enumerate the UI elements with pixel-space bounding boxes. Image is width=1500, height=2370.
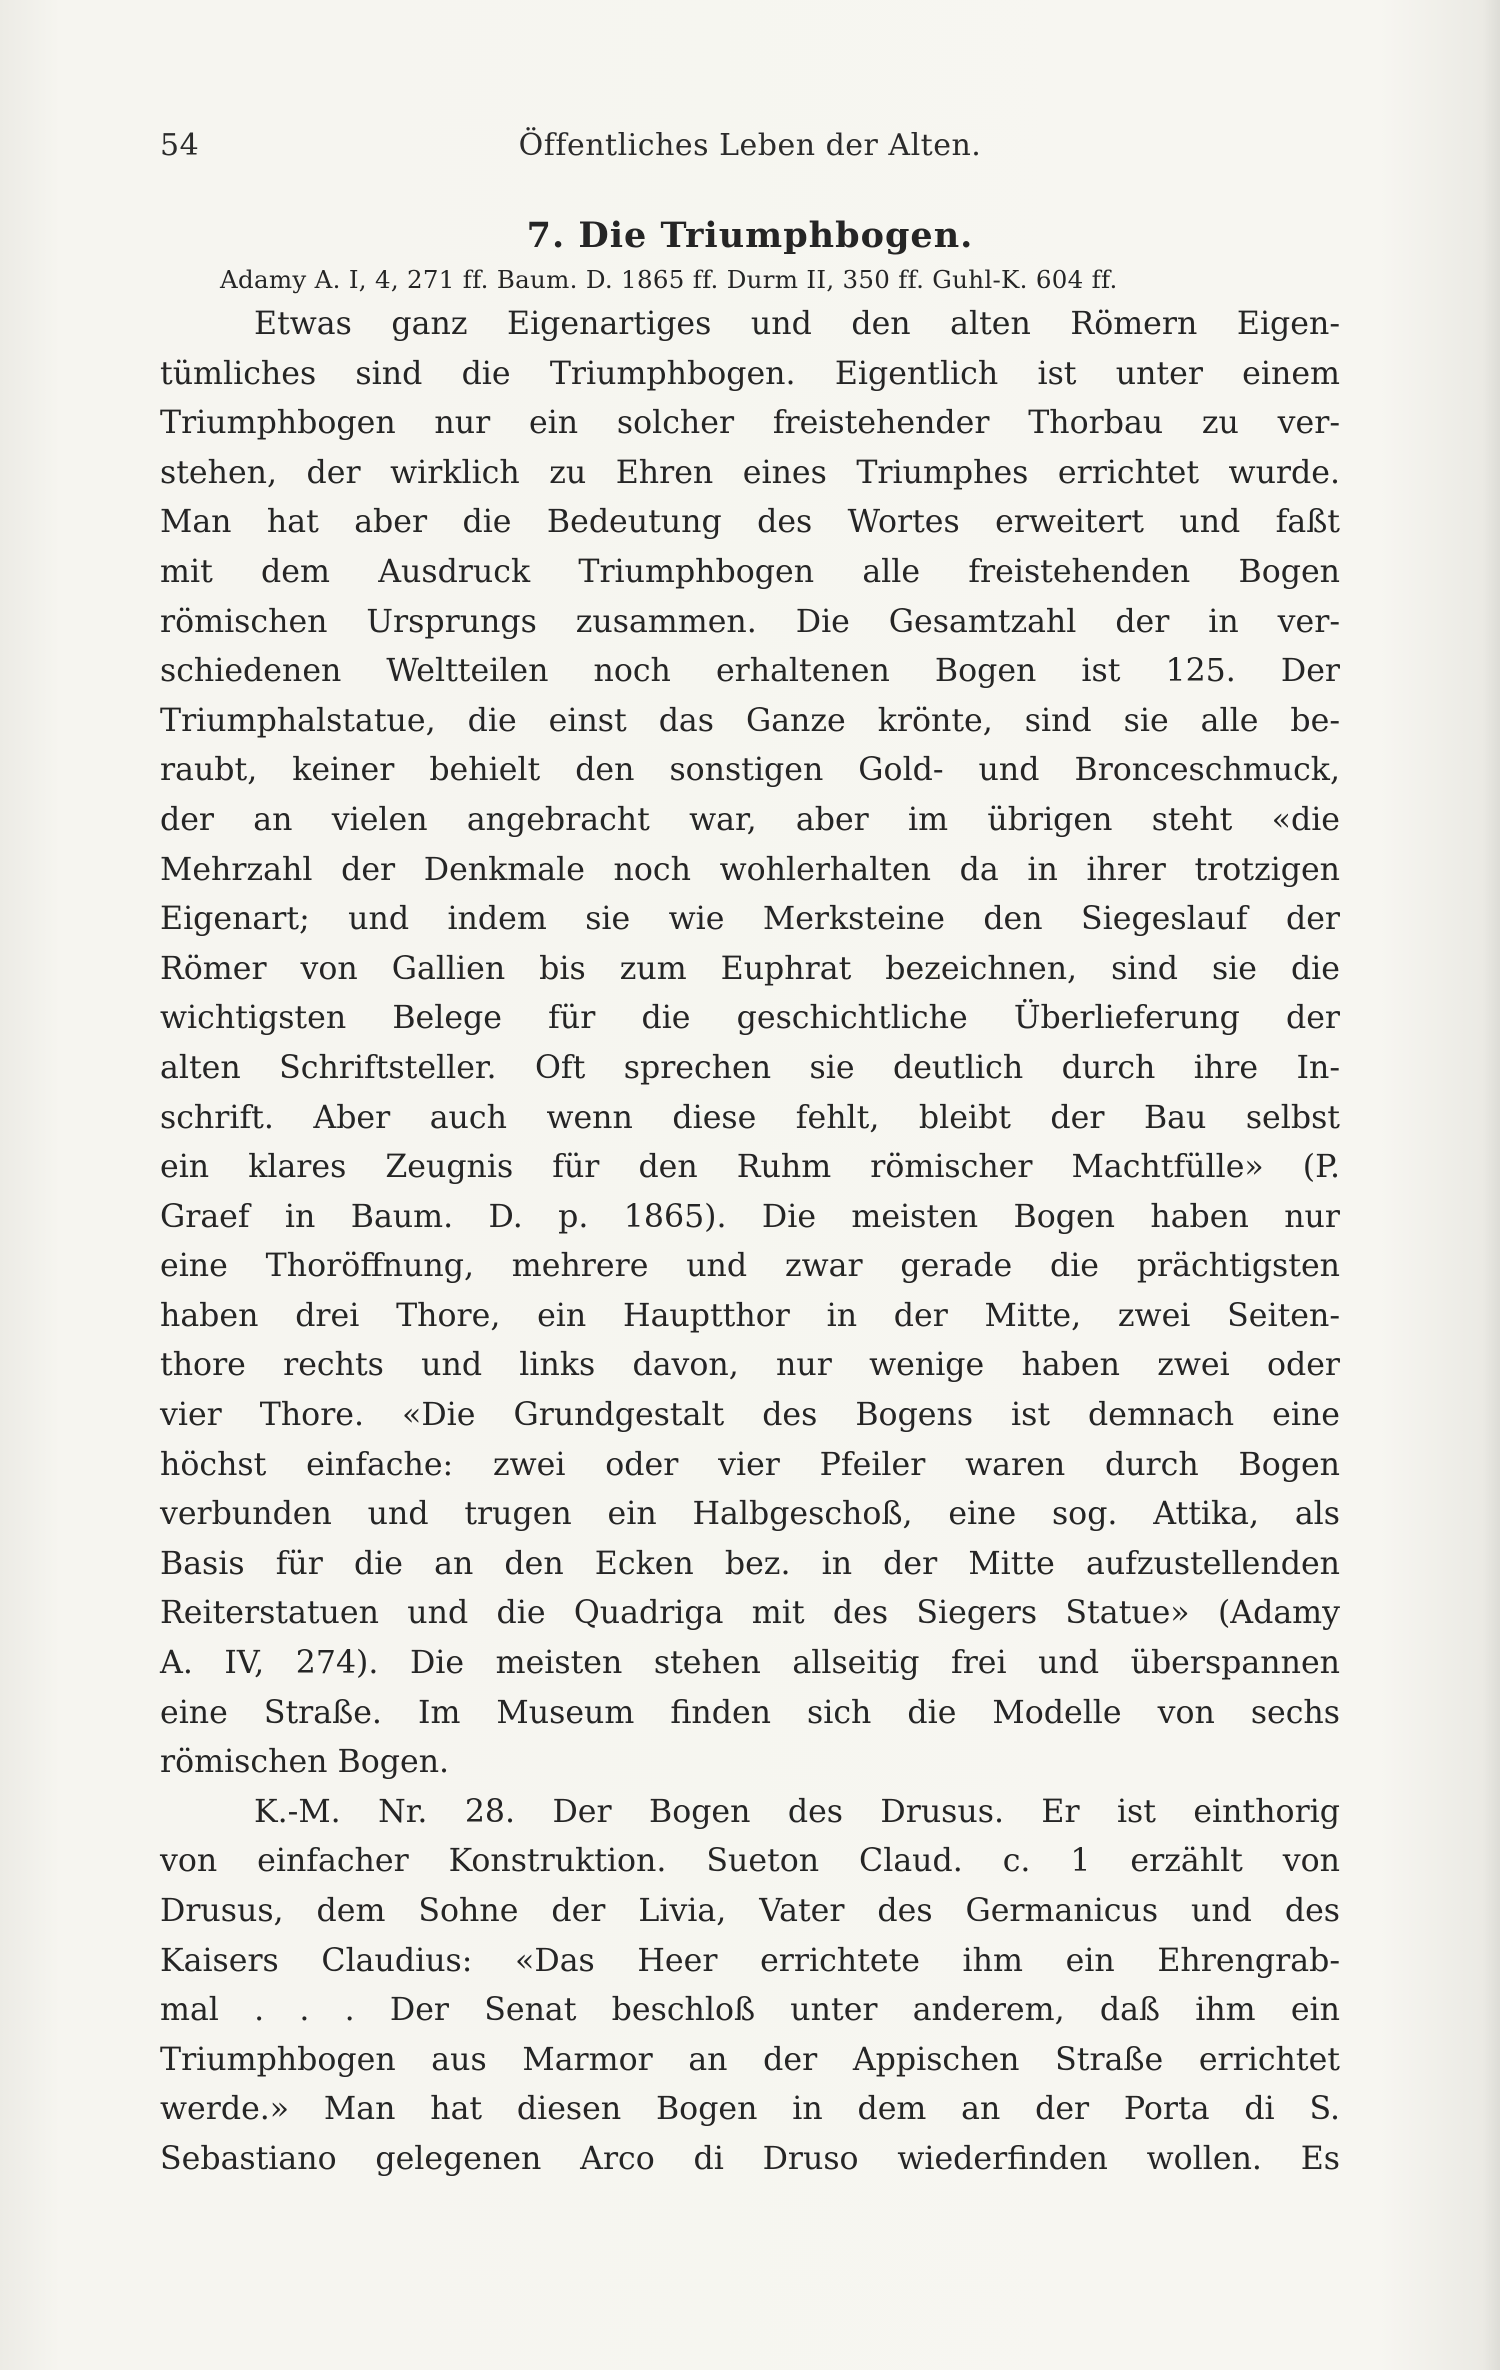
text-line: Eigenart; und indem sie wie Merksteine den Siegeslauf der	[160, 901, 1340, 938]
text-line: tümliches sind die Triumphbogen. Eigentlich ist unter einem	[160, 355, 1340, 392]
references-line: Adamy A. I, 4, 271 ff. Baum. D. 1865 ff. Durm II, 350 ff. Guhl-K. 604 ff.	[220, 265, 1118, 294]
text-line: haben drei Thore, ein Hauptthor in der Mitte, zwei Seiten-	[160, 1297, 1340, 1334]
text-line: K.-M. Nr. 28. Der Bogen des Drusus. Er ist einthorig	[254, 1793, 1340, 1830]
running-title: Öffentliches Leben der Alten.	[518, 128, 982, 163]
text-line: A. IV, 274). Die meisten stehen allseitig frei und überspannen	[160, 1645, 1340, 1682]
text-line: Triumphbogen nur ein solcher freistehender Thorbau zu ver-	[160, 405, 1340, 442]
text-line: alten Schriftsteller. Oft sprechen sie deutlich durch ihre In-	[160, 1049, 1340, 1086]
text-line: Triumphalstatue, die einst das Ganze krönte, sind sie alle be-	[160, 702, 1340, 739]
text-line: Triumphbogen aus Marmor an der Appischen Straße errichtet	[160, 2041, 1340, 2078]
text-line: Etwas ganz Eigenartiges und den alten Römern Eigen-	[254, 306, 1340, 342]
section-title: 7. Die Triumphbogen.	[526, 215, 974, 256]
text-line: von einfacher Konstruktion. Sueton Claud. c. 1 erzählt von	[160, 1843, 1340, 1880]
text-line: Sebastiano gelegenen Arco di Druso wiederfinden wollen. Es	[160, 2140, 1340, 2177]
text-line: Römer von Gallien bis zum Euphrat bezeichnen, sind sie die	[160, 950, 1340, 987]
text-line: werde.» Man hat diesen Bogen in dem an der Porta di S.	[160, 2091, 1340, 2128]
text-line: thore rechts und links davon, nur wenige haben zwei oder	[160, 1347, 1340, 1384]
text-line: Reiterstatuen und die Quadriga mit des Siegers Statue» (Adamy	[160, 1595, 1340, 1632]
text-line: mit dem Ausdruck Triumphbogen alle freistehenden Bogen	[160, 553, 1340, 590]
text-line: Drusus, dem Sohne der Livia, Vater des Germanicus und des	[160, 1893, 1340, 1929]
text-line: schiedenen Weltteilen noch erhaltenen Bogen ist 125. Der	[160, 653, 1340, 690]
page-header	[160, 128, 1340, 172]
text-line: verbunden und trugen ein Halbgeschoß, eine sog. Attika, als	[160, 1496, 1340, 1533]
text-line: ein klares Zeugnis für den Ruhm römischer Machtfülle» (P.	[160, 1149, 1340, 1186]
text-line: Graef in Baum. D. p. 1865). Die meisten Bogen haben nur	[160, 1198, 1340, 1235]
text-line: schrift. Aber auch wenn diese fehlt, bleibt der Bau selbst	[160, 1099, 1340, 1136]
text-line: stehen, der wirklich zu Ehren eines Triumphes errichtet wurde.	[160, 454, 1340, 491]
section-body	[160, 212, 1340, 2185]
text-line: vier Thore. «Die Grundgestalt des Bogens ist demnach eine	[160, 1397, 1340, 1434]
text-line: Man hat aber die Bedeutung des Wortes erweitert und faßt	[160, 504, 1340, 541]
text-line: wichtigsten Belege für die geschichtliche Überlieferung der	[160, 1000, 1340, 1037]
text-line: mal . . . Der Senat beschloß unter anderem, daß ihm ein	[160, 1992, 1340, 2029]
text-line: Basis für die an den Ecken bez. in der Mitte aufzustellenden	[160, 1545, 1340, 1582]
text-line: raubt, keiner behielt den sonstigen Gold- und Bronceschmuck,	[160, 752, 1340, 789]
text-line: römischen Bogen.	[160, 1744, 450, 1781]
page-fold-shadow	[1482, 0, 1500, 2370]
text-line: Mehrzahl der Denkmale noch wohlerhalten da in ihrer trotzigen	[160, 851, 1340, 888]
text-line: der an vielen angebracht war, aber im übrigen steht «die	[160, 801, 1340, 838]
text-line: eine Thoröffnung, mehrere und zwar gerade die prächtigsten	[160, 1248, 1340, 1285]
text-line: höchst einfache: zwei oder vier Pfeiler waren durch Bogen	[160, 1446, 1340, 1483]
text-line: Kaisers Claudius: «Das Heer errichtete ihm ein Ehrengrab-	[160, 1942, 1340, 1979]
text-line: römischen Ursprungs zusammen. Die Gesamtzahl der in ver-	[160, 603, 1340, 640]
text-line: eine Straße. Im Museum finden sich die Modelle von sechs	[160, 1694, 1340, 1731]
page-number: 54	[160, 128, 200, 163]
